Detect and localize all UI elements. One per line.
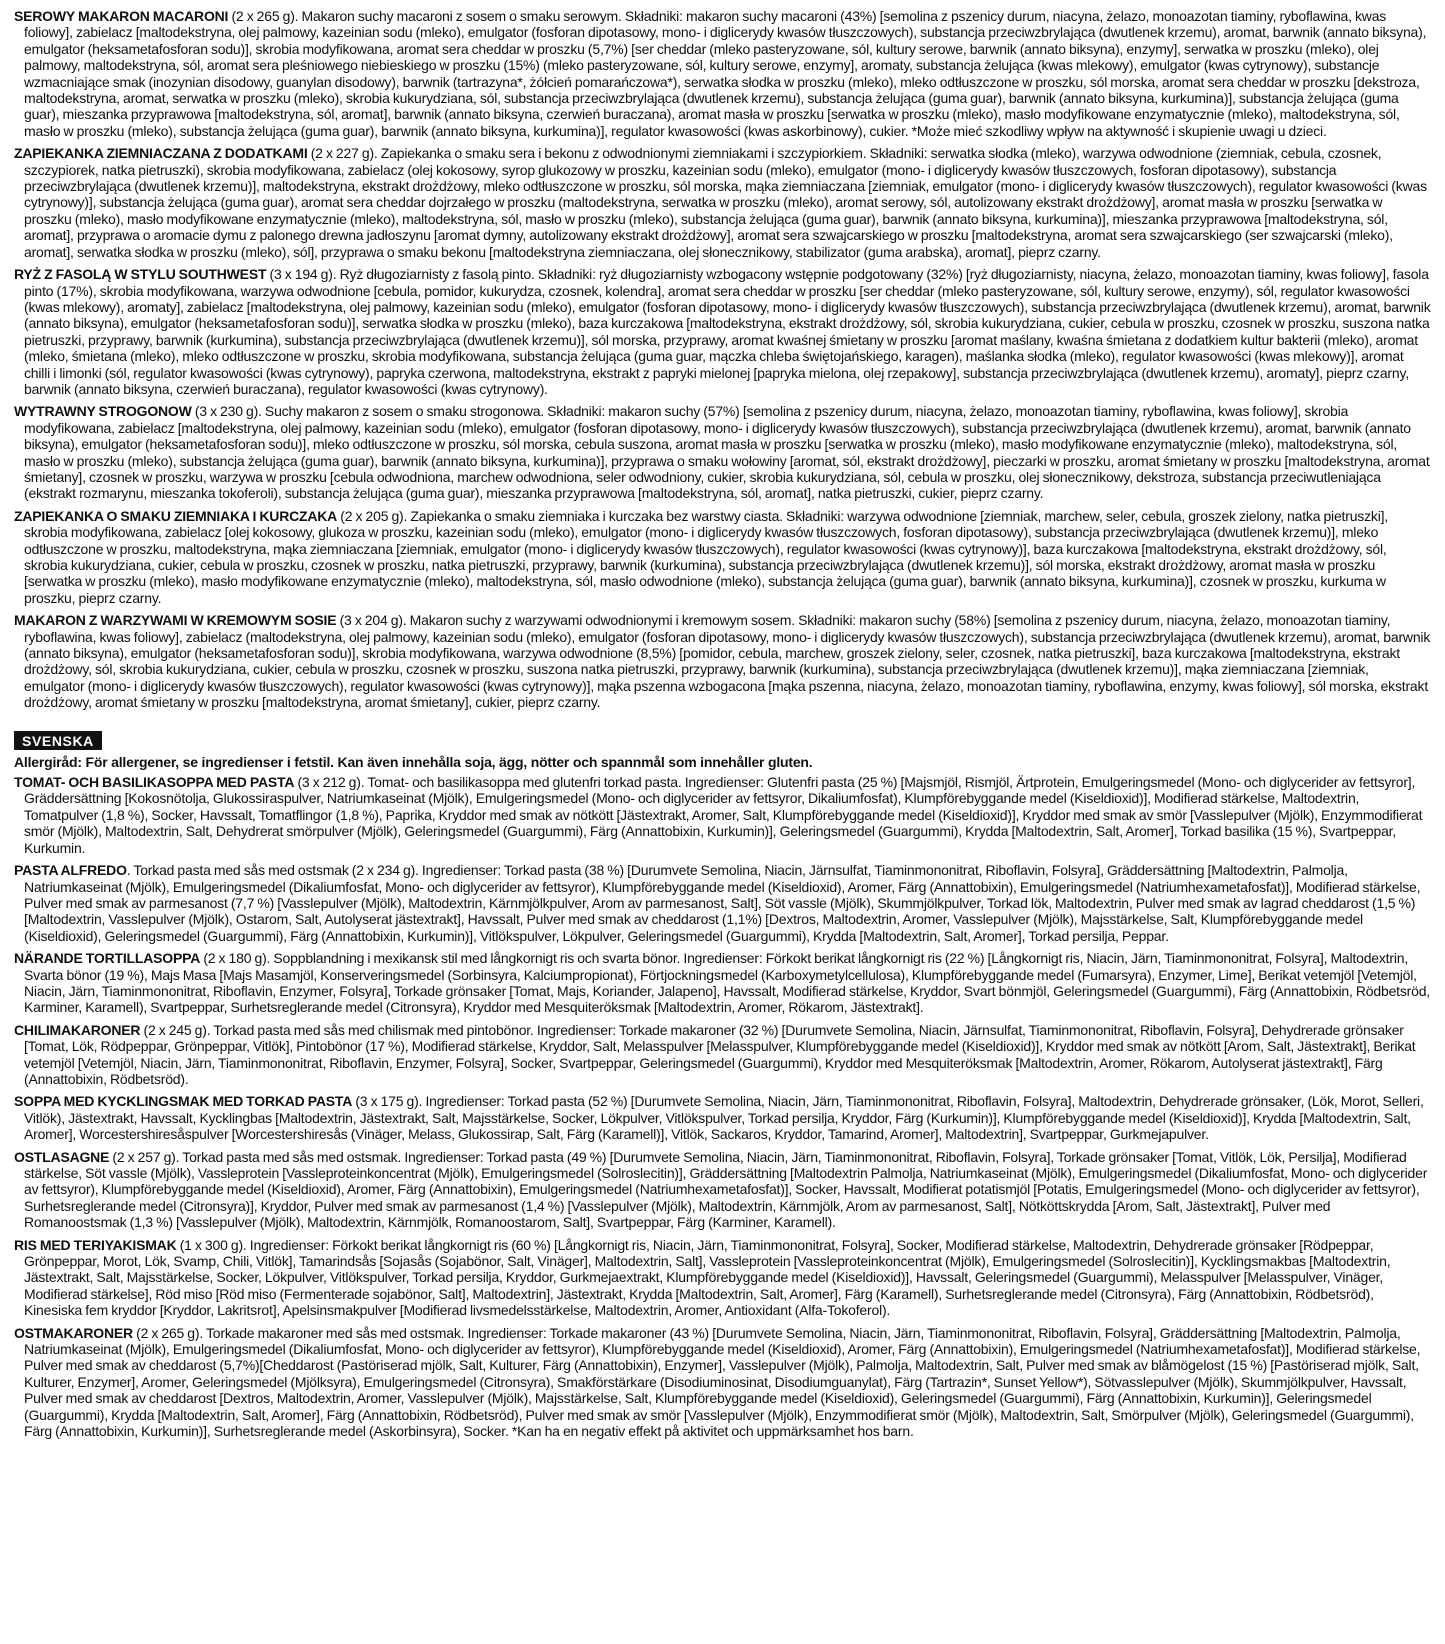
allergen-advice: Allergiråd: För allergener, se ingredienser i fetstil. Kan även innehålla soja, ägg, nötter och spannmål som innehåller gluten. xyxy=(14,753,813,770)
product-entry xyxy=(14,1022,1431,1088)
product-ingredients: (2 x 265 g). Makaron suchy macaroni z sosem o smaku serowym. Składniki: makaron suchy macaroni (43%) [semolina z pszenicy durum, niacyna, żelazo, monoazotan tiaminy, ryboflawina, kwas foliowy], zabielacz [maltodekstryna, olej palmowy, kazeinian sodu (mleko), emulgator (fosforan dipotasowy, mono- i diglicerydy kwasów tłuszczowych), substancja przeciwzbrylająca (dwutlenek krzemu), aromat, barwnik (annato biksyna), emulgator (heksametafosforan sodu)], skrobia modyfikowana, aromat sera cheddar w proszku (5,7%) [ser cheddar (mleko pasteryzowane, sól, kultury serowe, barwnik (annato biksyna), enzymy], serwatka w proszku (mleko), olej palmowy, maltodekstryna, sól, aromat sera pleśniowego niebieskiego w proszku (15%) (mleko pasteryzowane, sól, kultury serowe, enzymy], aromaty, substancja żelująca (kwas mlekowy), emulgator (kwas cytrynowy), substancje wzmacniające smak (inozynian disodowy, guanylan disodowy), barwnik (tartrazyna*, żółcień pomarańczowa*), serwatka słodka w proszku (mleko), mleko odtłuszczone w proszku, sól morska, aromat sera cheddar w proszku [dekstroza, maltodekstryna, aromat, serwatka w proszku (mleko), skrobia kukurydziana, sól, substancja przeciwzbrylająca (dwutlenek krzemu), substancja żelująca (guma guar), barwnik (annato biksyna, kurkumina)], substancja żelująca (guma guar), mieszanka przyprawowa [maltodekstryna, sól, aromat], barwnik (annato biksyna, czerwień buraczana), aromat masła w proszku [serwatka w proszku (mleko), masło modyfikowane enzymatycznie (mleko), maltodekstryna, sól, masło w proszku (mleko), substancja żelująca (guma guar), barwnik (annato biksyna, kurkumina)], regulator kwasowości (kwas askorbinowy), cukier. *Może mieć szkodliwy wpływ na aktywność i skupienie uwagi u dzieci. xyxy=(24,8,1427,139)
product-title: WYTRAWNY STROGONOW xyxy=(14,403,192,420)
product-title: TOMAT- OCH BASILIKASOPPA MED PASTA xyxy=(14,774,295,791)
product-entry xyxy=(14,1237,1431,1319)
product-title: CHILIMAKARONER xyxy=(14,1021,141,1038)
product-entry xyxy=(14,508,1431,606)
product-title: SOPPA MED KYCKLINGSMAK MED TORKAD PASTA xyxy=(14,1093,353,1110)
product-title: ZAPIEKANKA O SMAKU ZIEMNIAKA I KURCZAKA xyxy=(14,507,338,524)
product-ingredients: (3 x 175 g). Ingredienser: Torkad pasta (52 %) [Durumvete Semolina, Niacin, Järn, Tiaminmononitrat, Riboflavin, Folsyra], Maltodextrin, Dehydrerade grönsaker, (Lök, Morot, Selleri, Vitlök), Jästextrakt, Havssalt, Kycklingbas [Maltodextrin, Jästextrakt, Salt, Majsstärkelse, Socker, Lökpulver, Vitlökspulver, Torkad persilja, Kryddor, Färg (Kurkumin)], Klumpförebyggande medel (Kiseldioxid)], Krydda [Maltodextrin, Salt, Aromer], Worcestershiresåspulver [Worcestershiresås (Vinäger, Melass, Glukossirap, Salt, Färg (Karamell)], Vitlök, Sackaros, Kryddor, Tamarind, Aromer], Maltodextrin], Svartpeppar, Gurkmejapulver. xyxy=(24,1093,1424,1143)
product-title: PASTA ALFREDO xyxy=(14,862,127,879)
product-entry xyxy=(14,1325,1431,1440)
product-ingredients: (3 x 204 g). Makaron suchy z warzywami odwodnionymi i kremowym sosem. Składniki: makaron suchy (58%) [semolina z pszenicy durum, niacyna, żelazo, monoazotan tiaminy, ryboflawina, kwas foliowy], zabielacz (maltodekstryna, olej palmowy, kazeinian sodu (mleko), emulgator (fosforan dipotasowy, mono- i diglicerydy kwasów tłuszczowych), substancja przeciwzbrylająca (dwutlenek krzemu), aromat, barwnik (annato biksyna), emulgator (heksametafosforan sodu)], skrobia modyfikowana, warzywa odwodnione (8,5%) [pomidor, cebula, marchew, groszek zielony, seler, czosnek, natka pietruszki], baza kurczakowa [maltodekstryna, ekstrakt drożdżowy, sól, skrobia kukurydziana, cukier, cebula w proszku, czosnek w proszku, suszona natka pietruszki, przyprawy, barwnik (kurkumina), substancja przeciwzbrylająca (dwutlenek krzemu)], mąka ziemniaczana [ziemniak, emulgator (mono- i diglicerydy kwasów tłuszczowych), regulator kwasowości (kwas cytrynowy)], mąka pszenna wzbogacona [mąka pszenna, niacyna, żelazo, monoazotan tiaminy, ryboflawina, enzymy, kwas foliowy], sól morska, ekstrakt drożdżowy, aromat śmietany w proszku [maltodekstryna, aromat śmietany], cukier, pieprz czarny. xyxy=(24,612,1431,711)
product-ingredients: (3 x 194 g). Ryż długoziarnisty z fasolą pinto. Składniki: ryż długoziarnisty wzbogacony wstępnie podgotowany (32%) [ryż długoziarnisty, niacyna, żelazo, monoazotan tiaminy, kwas foliowy], fasola pinto (17%), skrobia modyfikowana, warzywa odwodnione [cebula, pomidor, kukurydza, czosnek, kolendra], aromat sera cheddar w proszku [ser cheddar (mleko pasteryzowane, sól, kultury serowe, enzymy), sól, regulator kwasowości (kwas mlekowy), aromaty], zabielacz [maltodekstryna, olej palmowy, kazeinian sodu (mleko), emulgator (fosforan dipotasowy, mono- i diglicerydy kwasów tłuszczowych), substancja przeciwzbrylająca (dwutlenek krzemu), aromat, barwnik (annato biksyna), emulgator (heksametafosforan sodu)], serwatka słodka w proszku (mleko), baza kurczakowa [maltodekstryna, ekstrakt drożdżowy, sól, skrobia kukurydziana, cukier, cebula w proszku, czosnek w proszku, suszona natka pietruszki, przyprawy, barwnik (kurkumina), substancja przeciwzbrylająca (dwutlenek krzemu)], sól morska, przyprawy, aromat kwaśnej śmietany w proszku [aromat maślany, kwaśna śmietana z dodatkiem kultur bakterii (mleko), aromat (mleko, śmietana (mleko), mleko odtłuszczone w proszku, skrobia modyfikowana, substancja żelująca (guma guar, mączka chleba świętojańskiego, karagen), maślanka słodka (mleko), regulator kwasowości (kwas mlekowy)], aromat chilli i limonki (sól, regulator kwasowości (kwas cytrynowy), papryka czerwona, maltodekstryna, ekstrakt z papryki mielonej [papryka mielona, olej rzepakowy], substancja przeciwzbrylająca (dwutlenek krzemu), aromaty], pieprz czarny, barwnik (annato biksyna, czerwień buraczana), regulator kwasowości (kwas cytrynowy). xyxy=(24,266,1431,397)
product-ingredients: (2 x 245 g). Torkad pasta med sås med chilismak med pintobönor. Ingredienser: Torkade makaroner (32 %) [Durumvete Semolina, Niacin, Järnsulfat, Tiaminmononitrat, Riboflavin, Folsyra], Dehydrerade grönsaker [Tomat, Lök, Rödpeppar, Grönpeppar, Vitlök], Pintobönor (17 %), Modifierad stärkelse, Kryddor, Salt, Melasspulver [Melasspulver, Klumpförebyggande medel (Kiseldioxid)], Kryddor med smak av nötkött [Arom, Salt, Jästextrakt], Berikat vetemjöl [Vetemjöl, Niacin, Järn, Tiaminmononitrat, Riboflavin, Enzymer, Folsyra], Socker, Svartpeppar, Geleringsmedel (Guargummi), Kryddor med Mesquiteröksmak [Maltodextrin, Aromer, Rökarom, Autolyserat jästextrakt], Färg (Annattobixin, Rödbetsröd). xyxy=(24,1021,1416,1087)
product-ingredients: (3 x 212 g). Tomat- och basilikasoppa med glutenfri torkad pasta. Ingredienser: Glutenfri pasta (25 %) [Majsmjöl, Rismjöl, Ärtprotein, Emulgeringsmedel (Mono- och diglycerider av fettsyror], Gräddersättning [Kokosnötolja, Glukossiraspulver, Natriumkaseinat (Mjölk), Emulgeringsmedel (Mono- och diglycerider av fettsyror, Dikaliumfosfat), Klumpförebyggande medel (Kiseldioxid)], Modifierad stärkelse, Maltodextrin, Tomatpulver (1,8 %), Socker, Havssalt, Tomatflingor (1,8 %), Paprika, Kryddor med smak av nötkött [Jästextrakt, Aromer, Salt, Klumpförebyggande medel (Kiseldioxid)], Kryddor med smak av smör [Vasslepulver (Mjölk), Enzymmodifierat smör (Mjölk), Maltodextrin, Salt, Dehydrerat smörpulver (Mjölk), Geleringsmedel (Guargummi), Färg (Annattobixin, Kurkumin)], Geleringsmedel (Guargummi), Krydda [Maltodextrin, Salt, Aromer], Torkad basilika (15 %), Svartpeppar, Kurkumin. xyxy=(24,774,1423,856)
product-title: RIS MED TERIYAKISMAK xyxy=(14,1236,177,1253)
product-ingredients: (2 x 227 g). Zapiekanka o smaku sera i bekonu z odwodnionymi ziemniakami i szczypiorkiem. Składniki: serwatka słodka (mleko), warzywa odwodnione (ziemniak, cebula, czosnek, szczypiorek, natka pietruszki), skrobia modyfikowana, zabielacz (olej kokosowy, syrop glukozowy w proszku, kazeinian sodu (mleko), emulgator (mono- i diglicerydy kwasów tłuszczowych, fosforan dipotasowy), substancja przeciwzbrylająca (dwutlenek krzemu)], maltodekstryna, ekstrakt drożdżowy, mleko odtłuszczone w proszku, sól morska, mąka ziemniaczana [ziemniak, emulgator (mono- i diglicerydy kwasów tłuszczowych), regulator kwasowości (kwas cytrynowy)], substancja żelująca (guma guar), aromat sera cheddar dojrzałego w proszku (maltodekstryna, serwatka w proszku (mleko), aromat serowy, sól, autolizowany ekstrakt drożdżowy], aromat masła w proszku [serwatka w proszku (mleko), masło modyfikowane enzymatycznie (mleko), maltodekstryna, sól, masło w proszku (mleko), substancja żelująca (guma guar), barwnik (annato biksyna, kurkumina)], mieszanka przyprawowa [maltodekstryna, sól, aromat], przyprawa o aromacie dymu z palonego drewna jadłoszynu [aromat dymny, autolizowany ekstrakt drożdżowy], aromat sera szwajcarskiego w proszku [maltodekstryna, aromat sera szwajcarskiego (ser szwajcarski (mleko), aromat], serwatka słodka w proszku (mleko), sól], przyprawa o smaku bekonu [maltodekstryna ziemniaczana, olej słonecznikowy, stabilizator (guma arabska), aromat], pieprz czarny. xyxy=(24,145,1427,260)
product-entry xyxy=(14,145,1431,260)
product-title: OSTLASAGNE xyxy=(14,1148,110,1165)
product-title: OSTMAKARONER xyxy=(14,1324,133,1341)
language-section-label: SVENSKA xyxy=(14,731,102,750)
product-title: RYŻ Z FASOLĄ W STYLU SOUTHWEST xyxy=(14,266,267,283)
product-entry xyxy=(14,8,1431,139)
product-title: SEROWY MAKARON MACARONI xyxy=(14,8,229,24)
product-entry xyxy=(14,774,1431,856)
product-entry xyxy=(14,612,1431,710)
product-ingredients: (2 x 180 g). Soppblandning i mexikansk stil med långkornigt ris och svarta bönor. Ingredienser: Förkokt berikat långkornigt ris (22 %) [Långkornigt ris, Niacin, Järn, Tiaminmononitrat, Folsyra], Maltodextrin, Svarta bönor (19 %), Majs Masa [Majs Masamjöl, Konserveringsmedel (Sorbinsyra, Kalciumpropionat), Förtjockningsmedel (Karboxymetylcellulosa), Klumpförebyggande medel (Fumarsyra), Enzymer, Lime], Berikat vetemjöl [Vetemjöl, Niacin, Järn, Tiaminmononitrat, Riboflavin, Enzymer, Folsyra], Torkade grönsaker [Tomat, Majs, Koriander, Jalapeno], Havssalt, Modifierad stärkelse, Kryddor, Svart bönmjöl, Geleringsmedel (Guargummi), Färg (Annattobixin, Rödbetsröd, Karminer, Karamell), Svartpeppar, Surhetsreglerande medel (Citronsyra), Kryddor med Mesquiteröksmak [Maltodextrin, Aromer, Rökarom, Jästextrakt]. xyxy=(24,950,1430,1016)
product-ingredients: (2 x 205 g). Zapiekanka o smaku ziemniaka i kurczaka bez warstwy ciasta. Składniki: warzywa odwodnione [ziemniak, marchew, seler, cebula, groszek zielony, natka pietruszki], skrobia modyfikowana, zabielacz [olej kokosowy, glukoza w proszku, kazeinian sodu (mleko), emulgator (mono- i diglicerydy kwasów tłuszczowych, fosforan dipotasowy), substancja przeciwzbrylająca (dwutlenek krzemu)], mleko odtłuszczone w proszku, maltodekstryna, mąka ziemniaczana [ziemniak, emulgator (mono- i diglicerydy kwasów tłuszczowych), regulator kwasowości (kwas cytrynowy)], baza kurczakowa [maltodekstryna, ekstrakt drożdżowy, sól, skrobia kukurydziana, cukier, cebula w proszku, czosnek w proszku, natka pietruszki, przyprawy, barwnik (kurkumina), substancja przeciwzbrylająca (dwutlenek krzemu)], sól morska, ekstrakt drożdżowy, aromat masła w proszku [serwatka w proszku (mleko), masło modyfikowane enzymatycznie (mleko), maltodekstryna, sól, masło odwodnione (mleko), substancja żelująca (guma guar), barwnik (annato biksyna, kurkumina)], czosnek w proszku, kurkuma w proszku, pieprz czarny. xyxy=(24,507,1388,606)
product-ingredients: (3 x 230 g). Suchy makaron z sosem o smaku strogonowa. Składniki: makaron suchy (57%) [semolina z pszenicy durum, niacyna, żelazo, monoazotan tiaminy, ryboflawina, kwas foliowy], skrobia modyfikowana, zabielacz [maltodekstryna, olej palmowy, kazeinian sodu (mleko), emulgator (fosforan dipotasowy, mono- i diglicerydy kwasów tłuszczowych), substancja przeciwzbrylająca (dwutlenek krzemu), aromat, barwnik (annato biksyna), emulgator (heksametafosforan sodu)], mleko odtłuszczone w proszku, sól morska, cebula suszona, aromat masła w proszku [serwatka w proszku (mleko), masło modyfikowane enzymatycznie (mleko), maltodekstryna, sól, masło w proszku (mleko), substancja żelująca (guma guar), barwnik (annato biksyna, kurkumina)], przyprawa o smaku wołowiny [aromat, sól, ekstrakt drożdżowy], pieczarki w proszku, aromat śmietany w proszku [maltodekstryna, aromat śmietany], czosnek w proszku, warzywa w proszku [cebula odwodniona, marchew odwodniona, seler odwodniony, cukier, skrobia kukurydziana, sól, cebula w proszku, olej słonecznikowy, dekstroza, substancja przeciwutleniająca (ekstrakt rozmarynu, mieszanka tokoferoli), substancja żelująca (guma guar), mieszanka przyprawowa [maltodekstryna, sól, aromat], natka pietruszki, cukier, pieprz czarny. xyxy=(24,403,1430,502)
product-title: NÄRANDE TORTILLASOPPA xyxy=(14,950,201,967)
product-title: MAKARON Z WARZYWAMI W KREMOWYM SOSIE xyxy=(14,612,337,629)
polish-section xyxy=(14,8,1431,711)
product-entry xyxy=(14,266,1431,397)
product-entry xyxy=(14,1093,1431,1142)
product-ingredients: (1 x 300 g). Ingredienser: Förkokt berikat långkornigt ris (60 %) [Långkornigt ris, Niacin, Järn, Tiaminmononitrat, Folsyra], Socker, Modifierad stärkelse, Maltodextrin, Dehydrerade grönsaker [Rödpeppar, Grönpeppar, Morot, Lök, Svamp, Chili, Vitlök], Tamarindsås [Sojasås (Sojabönor, Salt, Vinäger], Maltodextrin, Salt], Vassleprotein [Vassleproteinkoncentrat (Mjölk), Emulgeringsmedel (Solroslecitin)], Kycklingsmakbas [Maltodextrin, Jästextrakt, Salt, Majsstärkelse, Socker, Lökpulver, Vitlökspulver, Torkad persilja, Kryddor, Gurkmejaextrakt, Klumpförebyggande medel (Kiseldioxid)], Havssalt, Geleringsmedel (Guargummi), Melasspulver [Melasspulver, Vinäger, Modifierad stärkelse], Röd miso [Röd miso (Fermenterade sojabönor, Salt], Maltodextrin], Jästextrakt, Krydda [Maltodextrin, Salt, Aromer], Färg (Karamell), Surhetsreglerande medel (Citronsyra), Färg (Annattobixin, Rödbetsröd), Kinesiska fem kryddor [Kryddor, Lakritsrot], Apelsinsmakpulver [Modifierad livsmedelsstärkelse, Maltodextrin, Aromer, Antioxidant (Alfa-Tokoferol). xyxy=(24,1236,1391,1319)
product-ingredients: . Torkad pasta med sås med ostsmak (2 x 234 g). Ingredienser: Torkad pasta (38 %) [Durumvete Semolina, Niacin, Järnsulfat, Tiaminmononitrat, Riboflavin, Folsyra], Gräddersättning [Maltodextrin, Palmolja, Natriumkaseinat (Mjölk), Emulgeringsmedel (Dikaliumfosfat, Mono- och diglycerider av fettsyror), Klumpförebyggande medel (Kiseldioxid), Aromer, Färg (Annattobixin), Emulgeringsmedel (Natriumhexametafosfat)], Modifierad stärkelse, Pulver med smak av parmesanost (7,7 %) [Vasslepulver (Mjölk), Maltodextrin, Kärnmjölkpulver, Arom av parmesanost, Salt], Söt vassle (Mjölk), Skummjölkpulver, Torkad lök, Maltodextrin, Pulver med smak av lagrad cheddarost (1,5 %) [Maltodextrin, Vasslepulver (Mjölk), Ostarom, Salt, Autolyserat jästextrakt], Havssalt, Pulver med smak av cheddarost (1,1%) [Dextros, Maltodextrin, Aromer, Vasslepulver (Mjölk), Majsstärkelse, Salt, Klumpförebyggande medel (Kiseldioxid), Geleringsmedel (Guargummi), Färg (Annattobixin, Kurkumin)], Vitlökspulver, Lökpulver, Geleringsmedel (Guargummi), Krydda [Maltodextrin, Salt, Aromer], Torkad persilja, Peppar. xyxy=(24,862,1421,944)
product-entry xyxy=(14,1149,1431,1231)
swedish-section xyxy=(14,717,1431,1440)
product-title: ZAPIEKANKA ZIEMNIACZANA Z DODATKAMI xyxy=(14,145,308,162)
product-ingredients: (2 x 265 g). Torkade makaroner med sås med ostsmak. Ingredienser: Torkade makaroner (43 %) [Durumvete Semolina, Niacin, Järn, Tiaminmononitrat, Riboflavin, Folsyra], Gräddersättning [Maltodextrin, Palmolja, Natriumkaseinat (Mjölk), Emulgeringsmedel (Dikaliumfosfat, Mono- och diglycerider av fettsyror), Klumpförebyggande medel (Kiseldioxid), Aromer, Färg (Annattobixin), Emulgeringsmedel (Natriumhexametafosfat)], Modifierad stärkelse, Pulver med smak av cheddarost (5,7%)[Cheddarost (Pastöriserad mjölk, Salt, Kulturer, Färg (Annattobixin), Enzymer], Vasslepulver (Mjölk), Palmolja, Maltodextrin, Salt, Pulver med smak av blåmögelost (15 %) [Pastöriserad mjölk, Salt, Kulturer, Enzymer], Aromer, Geleringsmedel (Mjölksyra), Emulgeringsmedel (Citronsyra), Smakförstärkare (Disodiuminosinat, Disodiumguanylat), Färg (Tartrazin*, Sunset Yellow*), Sötvasslepulver (Mjölk), Skummjölkpulver, Havssalt, Pulver med smak av cheddarost [Dextros, Maltodextrin, Aromer, Vasslepulver (Mjölk), Majsstärkelse, Salt, Klumpförebyggande medel (Kiseldioxid), Geleringsmedel (Guargummi), Färg (Annattobixin, Kurkumin)], Geleringsmedel (Guargummi), Krydda [Maltodextrin, Salt, Aromer], Färg (Annattobixin, Rödbetsröd), Pulver med smak av smör [Vasslepulver (Mjölk), Enzymmodifierat smör (Mjölk), Maltodextrin, Salt, Smörpulver (Mjölk), Geleringsmedel (Guargummi), Färg (Annattobixin, Kurkumin)], Surhetsreglerande medel (Askorbinsyra), Socker. *Kan ha en negativ effekt på aktivitet och uppmärksamhet hos barn. xyxy=(24,1324,1421,1440)
product-entry xyxy=(14,403,1431,501)
product-entry xyxy=(14,950,1431,1016)
product-entry xyxy=(14,862,1431,944)
product-ingredients: (2 x 257 g). Torkad pasta med sås med ostsmak. Ingredienser: Torkad pasta (49 %) [Durumvete Semolina, Niacin, Järn, Tiaminmononitrat, Riboflavin, Folsyra], Torkade grönsaker [Tomat, Vitlök, Lök, Persilja], Modifierad stärkelse, Söt vassle (Mjölk), Vassleprotein [Vassleproteinkoncentrat (Mjölk), Emulgeringsmedel (Solroslecitin)], Gräddersättning [Maltodextrin Palmolja, Natriumkaseinat (Mjölk), Emulgeringsmedel (Dikaliumfosfat, Mono- och diglycerider av fettsyror), Klumpförebyggande medel (Kiseldioxid), Aromer, Färg (Annattobixin), Emulgeringsmedel (Natriumhexametafosfat)], Socker, Havssalt, Modifierat potatismjöl [Potatis, Emulgeringsmedel (Mono- och diglycerider av fettsyror), Surhetsreglerande medel (Citronsyra)], Kryddor, Pulver med smak av parmesanost (1,4 %) [Vasslepulver (Mjölk), Maltodextrin, Kärnmjölk, Arom av parmesanost, Salt], Nötköttskrydda [Arom, Salt, Jästextrakt], Pulver med Romanoostsmak (1,3 %) [Vasslepulver (Mjölk), Maltodextrin, Kärnmjölk, Romanoostarom, Salt], Svartpeppar, Färg (Karminer, Karamell). xyxy=(24,1148,1428,1231)
